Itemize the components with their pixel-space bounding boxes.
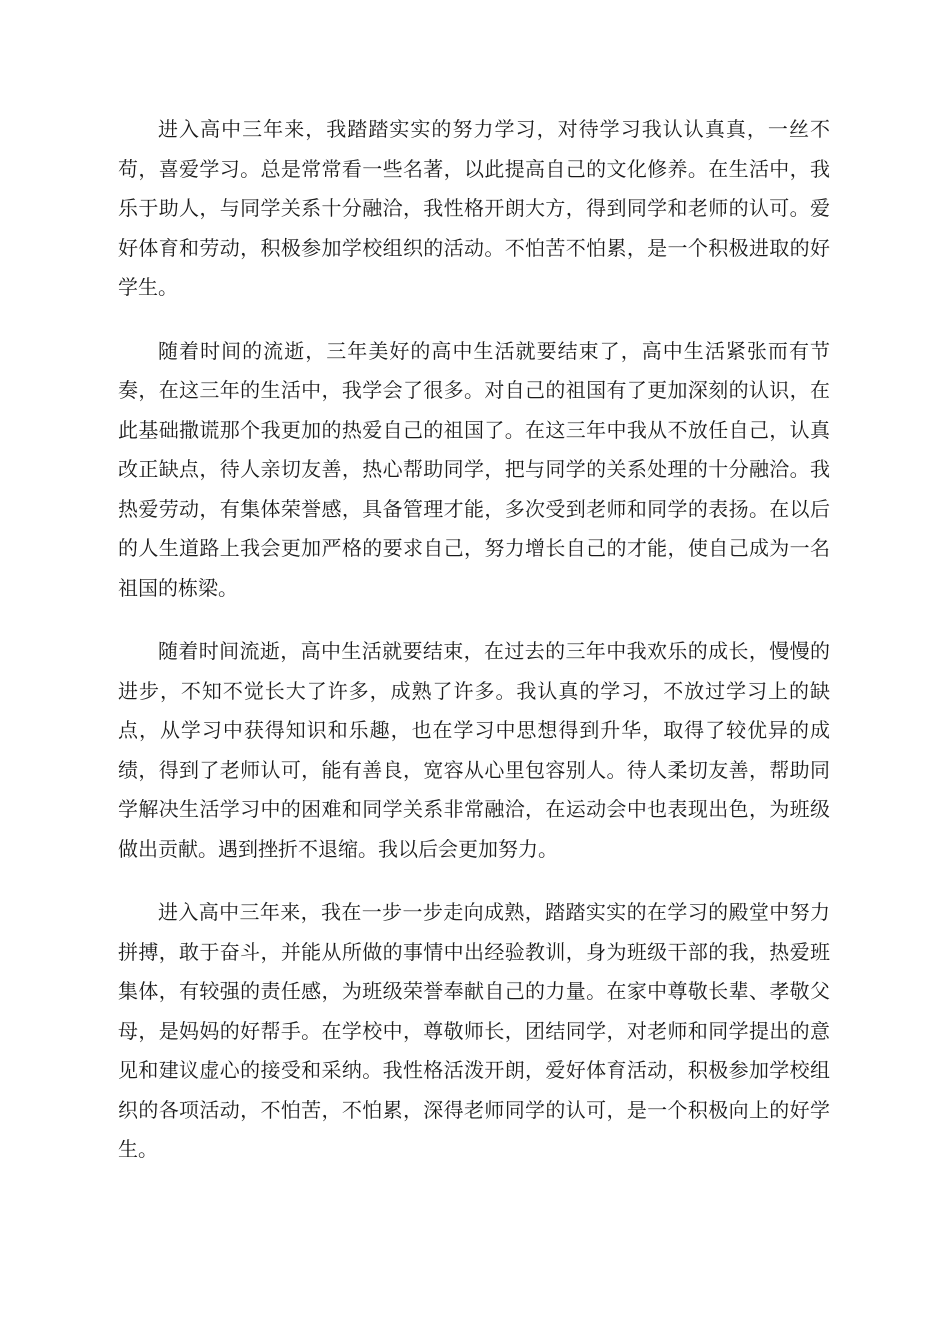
paragraph-2: 随着时间的流逝，三年美好的高中生活就要结束了，高中生活紧张而有节奏，在这三年的生活中，我学会了很多。对自己的祖国有了更加深刻的认识，在此基础撒谎那个我更加的热爱自己的祖国了。在这三年中我从不放任自己，认真改正缺点，待人亲切友善，热心帮助同学，把与同学的关系处理的十分融洽。我热爱劳动，有集体荣誉感，具备管理才能，多次受到老师和同学的表扬。在以后的人生道路上我会更加严格的要求自己，努力增长自己的才能，使自己成为一名祖国的栋梁。 — [118, 338, 830, 600]
paragraph-3: 随着时间流逝，高中生活就要结束，在过去的三年中我欢乐的成长，慢慢的进步，不知不觉长大了许多，成熟了许多。我认真的学习，不放过学习上的缺点，从学习中获得知识和乐趣，也在学习中思想得到升华，取得了较优异的成绩，得到了老师认可，能有善良，宽容从心里包容别人。待人柔切友善，帮助同学解决生活学习中的困难和同学关系非常融洽，在运动会中也表现出色，为班级做出贡献。遇到挫折不退缩。我以后会更加努力。 — [118, 639, 830, 861]
document-body — [118, 110, 830, 1194]
paragraph-4: 进入高中三年来，我在一步一步走向成熟，踏踏实实的在学习的殿堂中努力拼搏，敢于奋斗，并能从所做的事情中出经验教训，身为班级干部的我，热爱班集体，有较强的责任感，为班级荣誉奉献自己的力量。在家中尊敬长辈、孝敬父母，是妈妈的好帮手。在学校中，尊敬师长，团结同学，对老师和同学提出的意见和建议虚心的接受和采纳。我性格活泼开朗，爱好体育活动，积极参加学校组织的各项活动，不怕苦，不怕累，深得老师同学的认可，是一个积极向上的好学生。 — [118, 900, 830, 1161]
paragraph-1: 进入高中三年来，我踏踏实实的努力学习，对待学习我认认真真，一丝不苟，喜爱学习。总是常常看一些名著，以此提高自己的文化修养。在生活中，我乐于助人，与同学关系十分融洽，我性格开朗大方，得到同学和老师的认可。爱好体育和劳动，积极参加学校组织的活动。不怕苦不怕累，是一个积极进取的好学生。 — [118, 117, 830, 299]
